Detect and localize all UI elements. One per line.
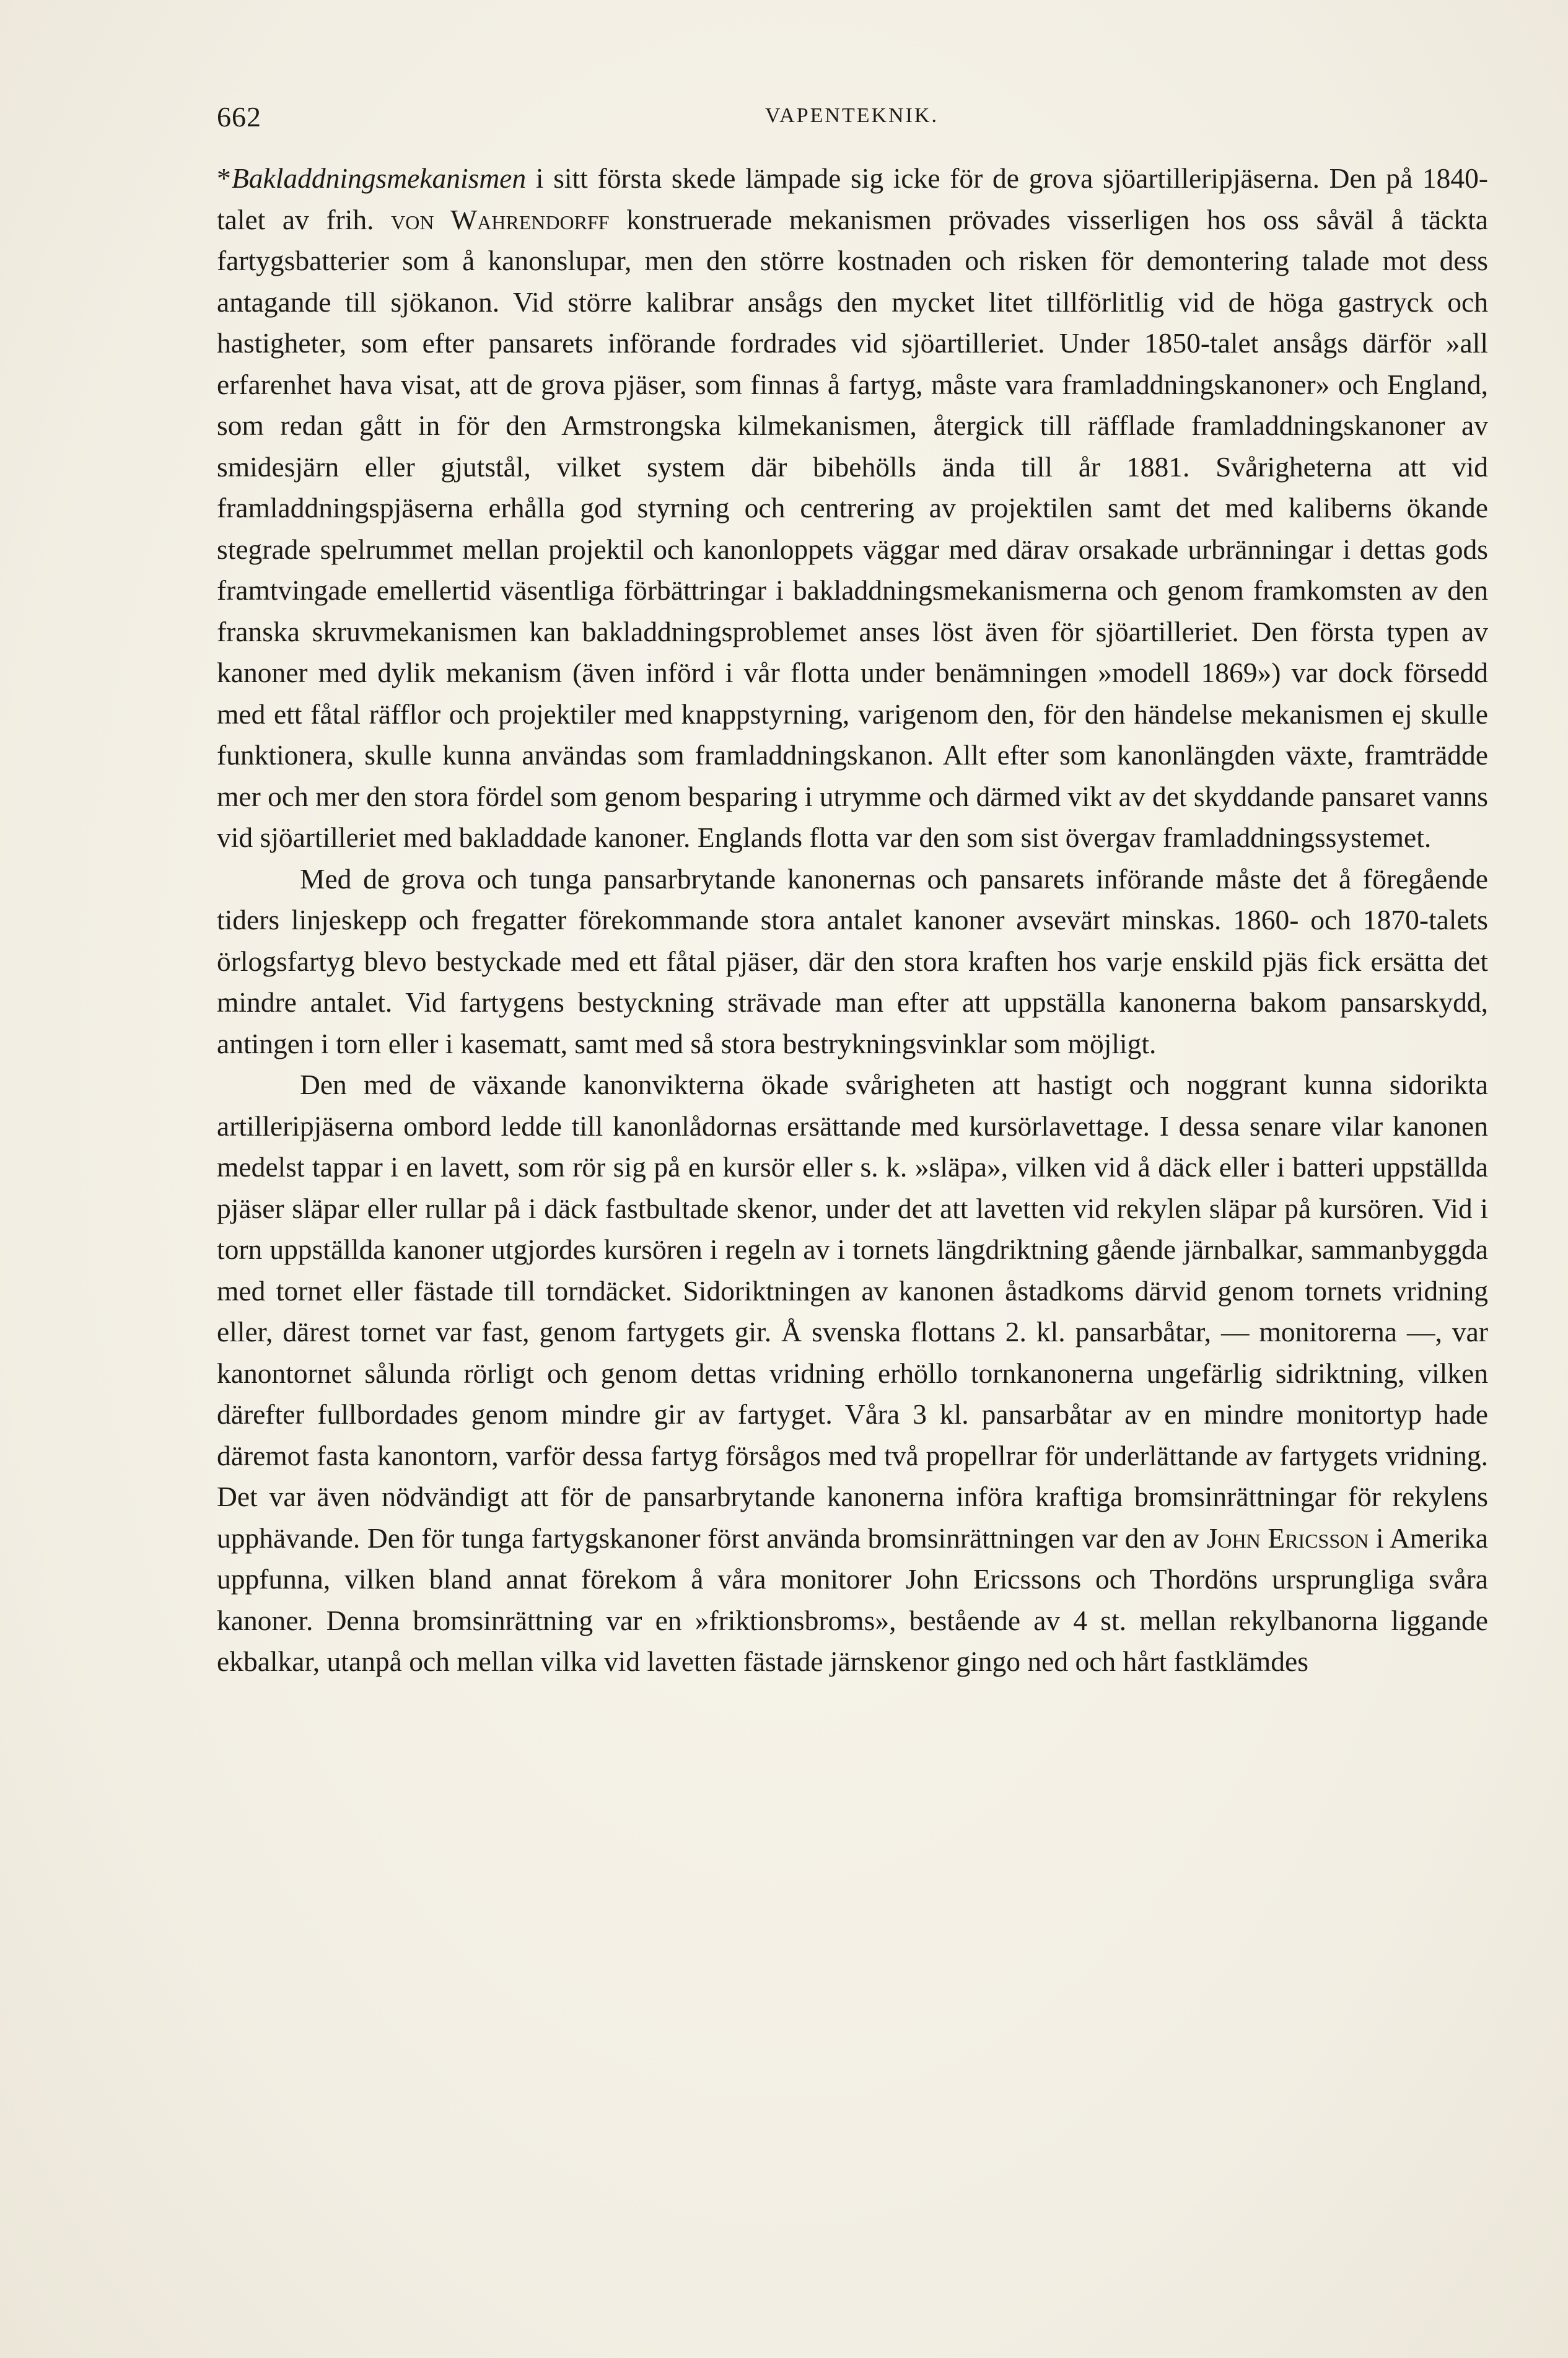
body-text [217, 158, 1488, 1683]
running-title: VAPENTEKNIK. [765, 104, 939, 127]
page-number: 662 [217, 101, 261, 133]
paragraph-2: Med de grova och tunga pansarbrytande kanonernas och pansarets införande måste det å föregående tiders linjeskepp och fregatter förekommande stora antalet kanoner avsevärt minskas. 1860- och 1870-talets örlogsfartyg blevo bestyckade med ett fåtal pjäser, där den stora kraften hos varje enskild pjäs fick ersätta det mindre antalet. Vid fartygens bestyckning strävade man efter att uppställa kanonerna bakom pansarskydd, antingen i torn eller i kasematt, samt med så stora bestrykningsvinklar som möjligt. [217, 862, 1488, 1059]
person-name-wahrendorff: von Wahrendorff [391, 203, 610, 235]
paragraph-1-text-a: i sitt första skede lämpade sig icke för de grova sjöartilleripjäserna. Den på 1840-talet av frih. [217, 162, 1488, 235]
running-head [217, 100, 1487, 138]
paragraph-3-text-b: i Amerika uppfunna, vilken bland annat förekom å våra monitorer John Ericssons och Thordöns ursprungliga svåra kanoner. Denna bromsinrättning var en »friktionsbroms», bestående av 4 st. mellan rekylbanorna liggande ekbalkar, utanpå och mellan vilka vid lavetten fästade järnskenor gingo ned och hårt fastklämdes [217, 1522, 1489, 1677]
paragraph-1-text-b: konstruerade mekanismen prövades visserligen hos oss såväl å täckta fartygsbatterier som å kanonslupar, men den större kostnaden och risken för demontering talade mot dess antagande till sjökanon. Vid större kalibrar ansågs den mycket litet tillförlitlig vid de höga gastryck och hastigheter, som efter pansarets införande fordrades vid sjöartilleriet. Under 1850-talet ansågs därför »all erfarenhet hava visat, att de grova pjäser, som finnas å fartyg, måste vara framladdningskanoner» och England, som redan gått in för den Armstrongska kilmekanismen, återgick till räfflade framladdningskanoner av smidesjärn eller gjutstål, vilket system där bibehölls ända till år 1881. Svårigheterna att vid framladdningspjäserna erhålla god styrning och centrering av projektilen samt det med kaliberns ökande stegrade spelrummet mellan projektil och kanonloppets väggar med därav orsakade urbränningar i dettas gods framtvingade emellertid väsentliga förbättringar i bakladdningsmekanismerna och genom framkomsten av den franska skruvmekanismen kan bakladdningsproblemet anses löst även för sjöartilleriet. Den första typen av kanoner med dylik mekanism (även införd i vår flotta under benämningen »modell 1869») var dock försedd med ett fåtal räfflor och projektiler med knappstyrning, varigenom den, för den händelse mekanismen ej skulle funktionera, skulle kunna användas som framladdningskanon. Allt efter som kanonlängden växte, framträdde mer och mer den stora fördel som genom besparing i utrymme och därmed vikt av det skyddande pansaret vanns vid sjöartilleriet med bakladdade kanoner. Englands flotta var den som sist övergav framladdningssystemet. [217, 203, 1488, 853]
person-name-ericsson: John Ericsson [1206, 1522, 1369, 1554]
paragraph-3 [217, 1064, 1488, 1683]
footnote-mark: * [217, 162, 231, 194]
paragraph-1 [217, 158, 1488, 859]
term-bakladdningsmekanismen: Bakladdningsmekanismen [232, 162, 527, 194]
paragraph-3-text-a: Den med de växande kanonvikterna ökade svårigheten att hastigt och noggrant kunna sidorikta artilleripjäserna ombord ledde till kanonlådornas ersättande med kursörlavettage. I dessa senare vilar kanonen medelst tappar i en lavett, som rör sig på en kursör eller s. k. »släpa», vilken vid å däck eller i batteri uppställda pjäser släpar eller rullar på i däck fastbultade skenor, under det att lavetten vid rekylen släpar på kursören. Vid i torn uppställda kanoner utgjordes kursören i regeln av i tornets längdriktning gående järnbalkar, sammanbyggda med tornet eller fästade till torndäcket. Sidoriktningen av kanonen åstadkoms därvid genom tornets vridning eller, därest tornet var fast, genom fartygets gir. Å svenska flottans 2. kl. pansarbåtar, — monitorerna —, var kanontornet sålunda rörligt och genom dettas vridning erhöllo tornkanonerna ungefärlig sidriktning, vilken därefter fullbordades genom mindre gir av fartyget. Våra 3 kl. pansarbåtar av en mindre monitortyp hade däremot fasta kanontorn, varför dessa fartyg försågos med två propellrar för underlättande av fartygets vridning. Det var även nödvändigt att för de pansarbrytande kanonerna införa kraftiga bromsinrättningar för rekylens upphävande. Den för tunga fartygskanoner först använda bromsinrättningen var den av [217, 1069, 1488, 1554]
